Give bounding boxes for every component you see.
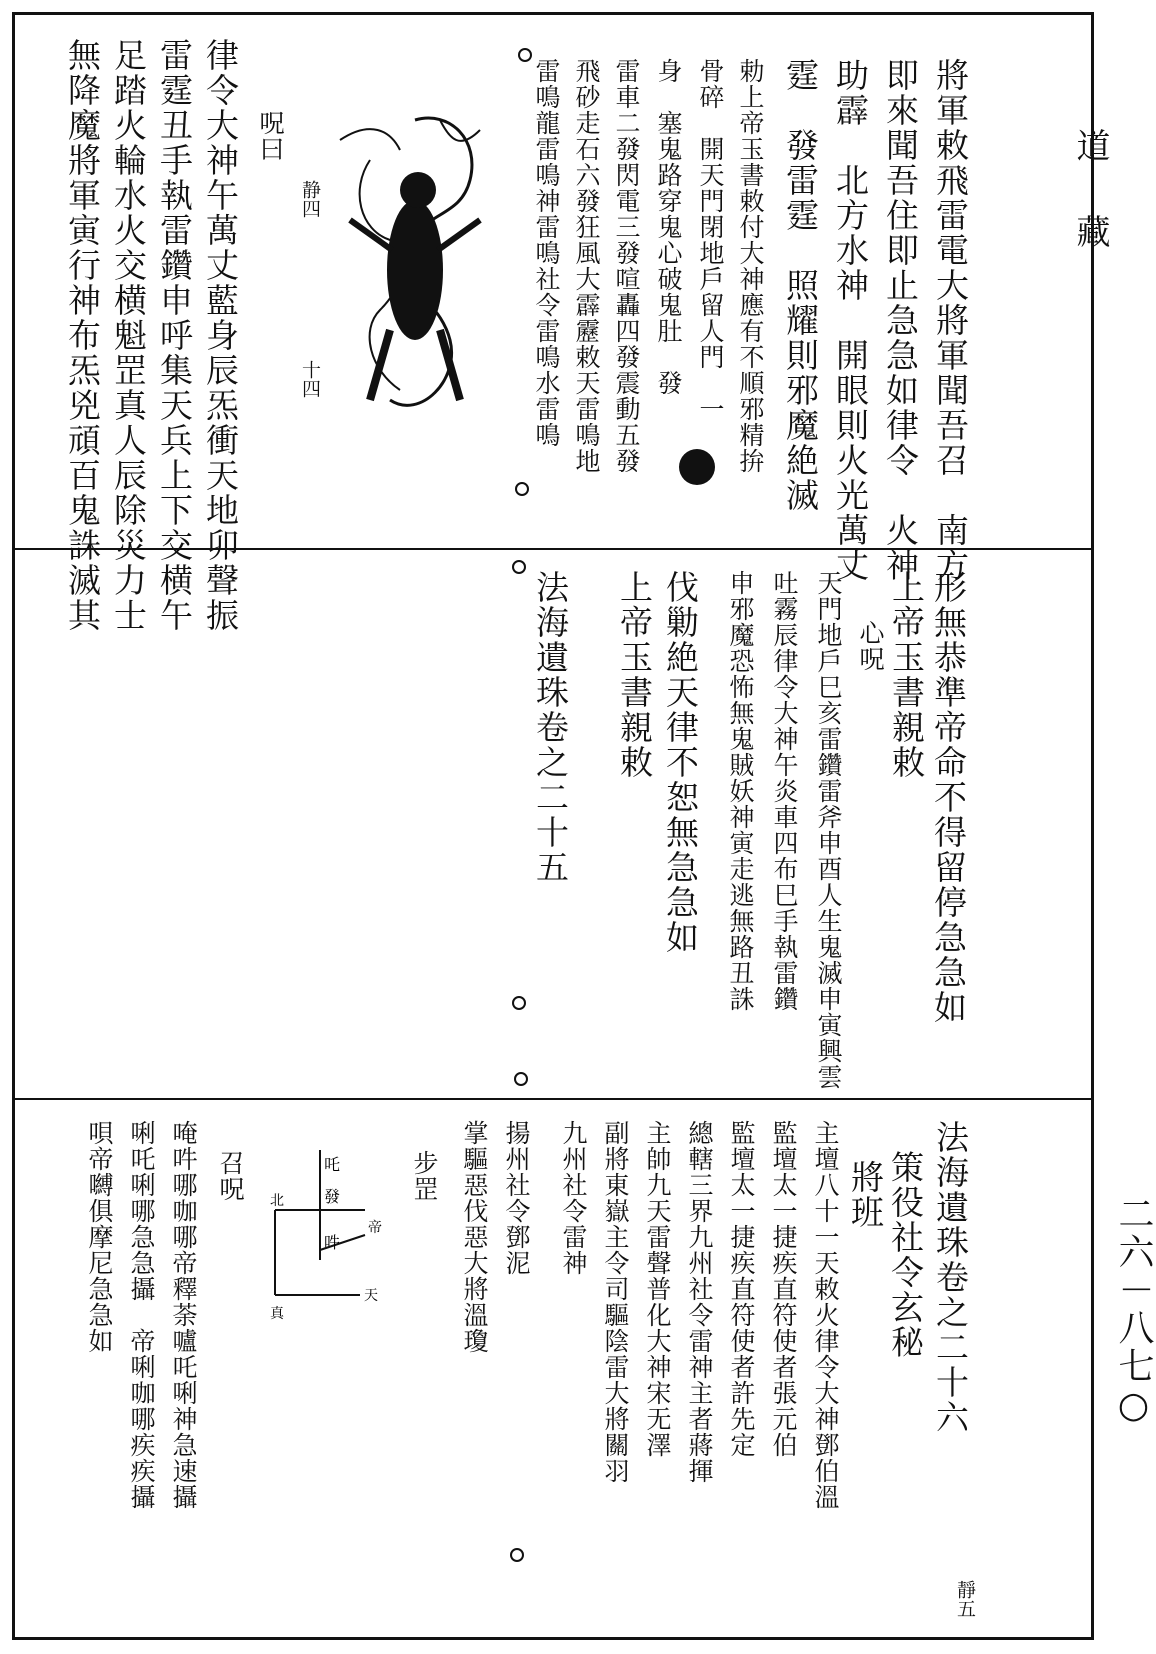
diagram-label-left: 北 [270,1193,284,1209]
text-column: 主壇八十一天敕火律令大神鄧伯溫 [811,1120,840,1510]
talisman-label-bottom: 十四 [299,360,321,398]
spell-column: 無降魔將軍寅行神布炁兇頑百鬼誅滅其 [63,38,102,633]
diagram-label-bottom-right: 天 [364,1288,378,1304]
spell-column: 雷霆丑手執雷鑽申呼集天兵上下交横午 [155,38,194,633]
spell-column: 足踏火輪水火交横魁罡真人辰除災力士 [109,38,148,633]
step-gang-diagram [270,1140,410,1340]
text-column: 吐霧辰律令大神午炎車四布巳手執雷鑽 [770,570,799,1012]
text-column: 將軍敕飛雷電大將軍聞吾召 南方 [931,58,970,583]
ink-seal-icon [675,445,719,489]
circle-marker [514,1072,528,1086]
text-column: 飛砂走石六發狂風大霹靂敕天雷鳴地 [572,58,601,474]
text-column: 骨碎 開天門閉地戶留人門 一 [696,58,725,422]
diagram-label-right-top: 帝 [368,1220,382,1236]
circle-marker [512,996,526,1010]
text-column: 揚州社令鄧泥 [502,1120,531,1276]
text-column: 上帝玉書親敕 [887,570,926,780]
diagram-label-top: 吒 [324,1155,341,1174]
text-column: 申邪魔恐怖無鬼賊妖神寅走逃無路丑誅 [726,570,755,1012]
text-column: 雷車二發閃電三發喧轟四發震動五發 [612,58,641,474]
spell-column: 唵吽哪咖哪帝釋荼嚧吒唎神急速攝 [169,1120,198,1510]
section-heading: 召呪 [216,1150,245,1202]
page-number: 二六－八七○ [1113,1195,1154,1428]
text-column: 監壇太一捷疾直符使者許先定 [727,1120,756,1458]
spell-column: 律令大神午萬丈藍身辰炁衝天地卯聲振 [201,38,240,633]
section-heading: 步罡 [410,1150,439,1202]
seal-note: 靜五 [954,1580,976,1618]
text-column: 上帝玉書親敕 [615,570,654,780]
text-column: 雷鳴龍雷鳴神雷鳴社令雷鳴水雷鳴 [532,58,561,448]
text-column: 即來聞吾住即止急急如律令 火神 [881,58,920,583]
text-column: 形無恭準帝命不得留停急急如 [929,570,968,1025]
section-heading: 將班 [846,1160,885,1230]
circle-marker [512,560,526,574]
text-column: 總轄三界九州社令雷神主者蔣揮 [685,1120,714,1484]
text-column: 伐勦絶天律不恕無急急如 [661,570,700,955]
text-column: 身 塞鬼路穿鬼心破鬼肚 發 [654,58,683,396]
text-column: 助霹 北方水神 開眼則火光萬丈 [831,58,870,583]
spell-column: 唎吒唎哪急急攝 帝唎咖哪疾疾攝 [127,1120,156,1510]
spell-column: 唄帝嚩俱摩尼急急如 [85,1120,114,1354]
text-column: 副將東嶽主令司驅陰雷大將關羽 [601,1120,630,1484]
text-column: 霆 發雷霆 照耀則邪魔絶滅 [781,58,820,513]
diagram-label-bottom-left: 真 [270,1306,284,1322]
talisman-label-top: 静四 [299,180,321,218]
volume-end-title: 法海遺珠卷之二十五 [531,570,570,885]
text-column: 掌驅惡伐惡大將溫瓊 [460,1120,489,1354]
text-column: 監壇太一捷疾直符使者張元伯 [769,1120,798,1458]
text-column: 天門地戶巳亥雷鑽雷斧申酉人生鬼滅申寅興雲 [814,570,843,1090]
diagram-label-middle: 吽 [324,1233,341,1252]
circle-marker [515,482,529,496]
circle-marker [510,1548,524,1562]
spell-heading: 呪曰 [256,110,285,162]
section-divider-2 [12,1098,1094,1100]
dragon-talisman-figure [330,100,500,440]
text-column: 九州社令雷神 [559,1120,588,1276]
volume-title: 法海遺珠卷之二十六 [931,1120,970,1435]
circle-marker [518,48,532,62]
collection-title: 道藏 [1070,128,1110,300]
text-column: 心呪 [856,620,885,672]
diagram-label-upper: 發 [324,1187,341,1206]
text-column: 勅上帝玉書敕付大神應有不順邪精拚 [736,58,765,474]
text-column: 主帥九天雷聲普化大神宋无澤 [643,1120,672,1458]
chapter-title: 策役社令玄秘 [886,1150,925,1360]
